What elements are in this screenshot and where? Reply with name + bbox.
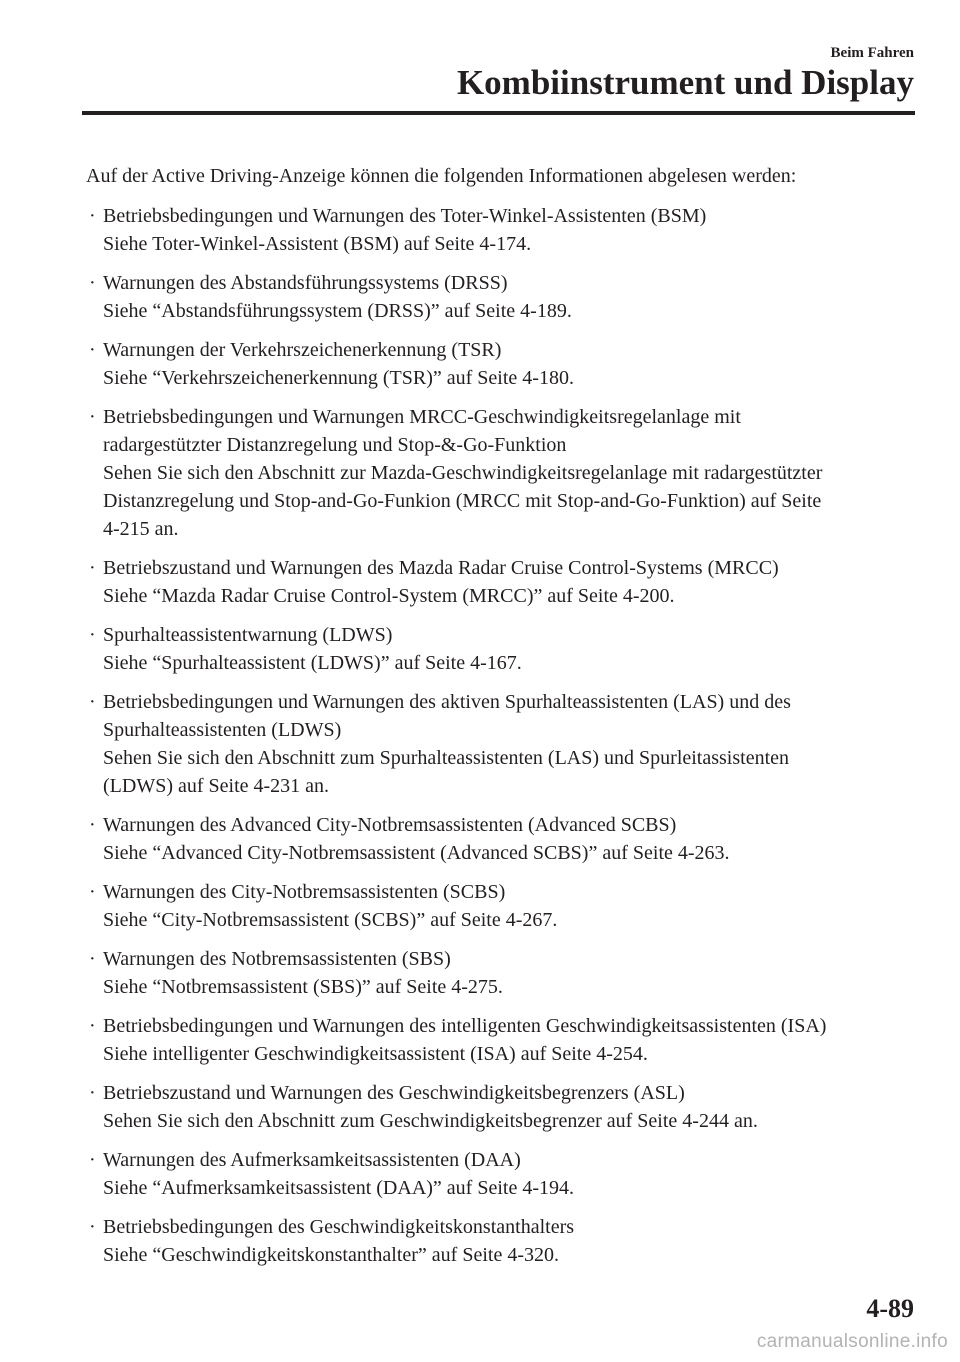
list-item — [86, 1146, 920, 1202]
list-item-line: radargestützter Distanzregelung und Stop-&-Go-Funktion — [103, 434, 567, 456]
list-item — [86, 336, 920, 392]
bullet-icon: · — [89, 205, 96, 227]
list-item-line: Betriebsbedingungen des Geschwindigkeitskonstanthalters — [103, 1216, 575, 1238]
main-content — [86, 162, 920, 1280]
list-item-line: Distanzregelung und Stop-and-Go-Funkion (MRCC mit Stop-and-Go-Funktion) auf Seite — [103, 490, 822, 512]
list-item-line: (LDWS) auf Seite 4-231 an. — [103, 775, 330, 797]
list-item-line: Spurhalteassistentwarnung (LDWS) — [103, 624, 393, 646]
page-number: 4-89 — [866, 1294, 914, 1323]
bullet-icon: · — [89, 272, 96, 294]
list-item — [86, 1079, 920, 1135]
bullet-icon: · — [89, 948, 96, 970]
list-item — [86, 269, 920, 325]
list-item-line: Betriebszustand und Warnungen des Geschwindigkeitsbegrenzers (ASL) — [103, 1082, 685, 1104]
list-item-line: Betriebsbedingungen und Warnungen des aktiven Spurhalteassistenten (LAS) und des — [103, 691, 791, 713]
bullet-icon: · — [89, 1149, 96, 1171]
watermark: carmanualsonline.info — [756, 1331, 948, 1352]
bullet-icon: · — [89, 624, 96, 646]
list-item-line: Siehe “Mazda Radar Cruise Control-System (MRCC)” auf Seite 4-200. — [103, 585, 675, 607]
list-item-line: Betriebszustand und Warnungen des Mazda Radar Cruise Control-Systems (MRCC) — [103, 557, 779, 579]
list-item-line: Warnungen des Abstandsführungssystems (DRSS) — [103, 272, 508, 294]
list-item — [86, 811, 920, 867]
section-label: Beim Fahren — [830, 45, 914, 61]
bullet-icon: · — [89, 1216, 96, 1238]
list-item — [86, 621, 920, 677]
list-item-line: Siehe Toter-Winkel-Assistent (BSM) auf Seite 4-174. — [103, 233, 532, 255]
information-list — [86, 202, 920, 1269]
list-item-line: Sehen Sie sich den Abschnitt zum Geschwindigkeitsbegrenzer auf Seite 4-244 an. — [103, 1110, 758, 1132]
list-item-line: Siehe “Abstandsführungssystem (DRSS)” auf Seite 4-189. — [103, 300, 572, 322]
list-item — [86, 554, 920, 610]
list-item-line: Warnungen des Advanced City-Notbremsassistenten (Advanced SCBS) — [103, 814, 677, 836]
list-item — [86, 878, 920, 934]
bullet-icon: · — [89, 814, 96, 836]
bullet-icon: · — [89, 691, 96, 713]
bullet-icon: · — [89, 1082, 96, 1104]
list-item-line: Siehe “Geschwindigkeitskonstanthalter” auf Seite 4-320. — [103, 1244, 559, 1266]
list-item-line: Siehe “Spurhalteassistent (LDWS)” auf Seite 4-167. — [103, 652, 522, 674]
list-item-line: Siehe “Verkehrszeichenerkennung (TSR)” auf Seite 4-180. — [103, 367, 574, 389]
list-item — [86, 688, 920, 800]
list-item — [86, 1213, 920, 1269]
bullet-icon: · — [89, 406, 96, 428]
list-item-line: Siehe intelligenter Geschwindigkeitsassistent (ISA) auf Seite 4-254. — [103, 1043, 648, 1065]
intro-text: Auf der Active Driving-Anzeige können die folgenden Informationen abgelesen werden: — [86, 165, 797, 187]
list-item — [86, 202, 920, 258]
list-item-line: Betriebsbedingungen und Warnungen des Toter-Winkel-Assistenten (BSM) — [103, 205, 707, 227]
list-item-line: Betriebsbedingungen und Warnungen des intelligenten Geschwindigkeitsassistenten (ISA) — [103, 1015, 827, 1037]
bullet-icon: · — [89, 881, 96, 903]
list-item-line: Siehe “Advanced City-Notbremsassistent (Advanced SCBS)” auf Seite 4-263. — [103, 842, 730, 864]
list-item-line: Sehen Sie sich den Abschnitt zum Spurhalteassistenten (LAS) und Spurleitassistenten — [103, 747, 790, 769]
bullet-icon: · — [89, 557, 96, 579]
list-item — [86, 945, 920, 1001]
page-title: Kombiinstrument und Display — [456, 63, 914, 102]
list-item-line: Warnungen der Verkehrszeichenerkennung (TSR) — [103, 339, 502, 361]
list-item — [86, 1012, 920, 1068]
list-item-line: Sehen Sie sich den Abschnitt zur Mazda-Geschwindigkeitsregelanlage mit radargestützter — [103, 462, 823, 484]
list-item-line: Warnungen des City-Notbremsassistenten (SCBS) — [103, 881, 506, 903]
list-item-line: 4-215 an. — [103, 518, 179, 540]
list-item-line: Betriebsbedingungen und Warnungen MRCC-Geschwindigkeitsregelanlage mit — [103, 406, 741, 428]
header-divider — [82, 111, 915, 115]
bullet-icon: · — [89, 339, 96, 361]
list-item-line: Spurhalteassistenten (LDWS) — [103, 719, 342, 741]
list-item-line: Siehe “City-Notbremsassistent (SCBS)” auf Seite 4-267. — [103, 909, 558, 931]
list-item-line: Siehe “Aufmerksamkeitsassistent (DAA)” auf Seite 4-194. — [103, 1177, 574, 1199]
list-item-line: Siehe “Notbremsassistent (SBS)” auf Seite 4-275. — [103, 976, 503, 998]
list-item-line: Warnungen des Aufmerksamkeitsassistenten (DAA) — [103, 1149, 521, 1171]
list-item-line: Warnungen des Notbremsassistenten (SBS) — [103, 948, 451, 970]
bullet-icon: · — [89, 1015, 96, 1037]
list-item — [86, 403, 920, 543]
